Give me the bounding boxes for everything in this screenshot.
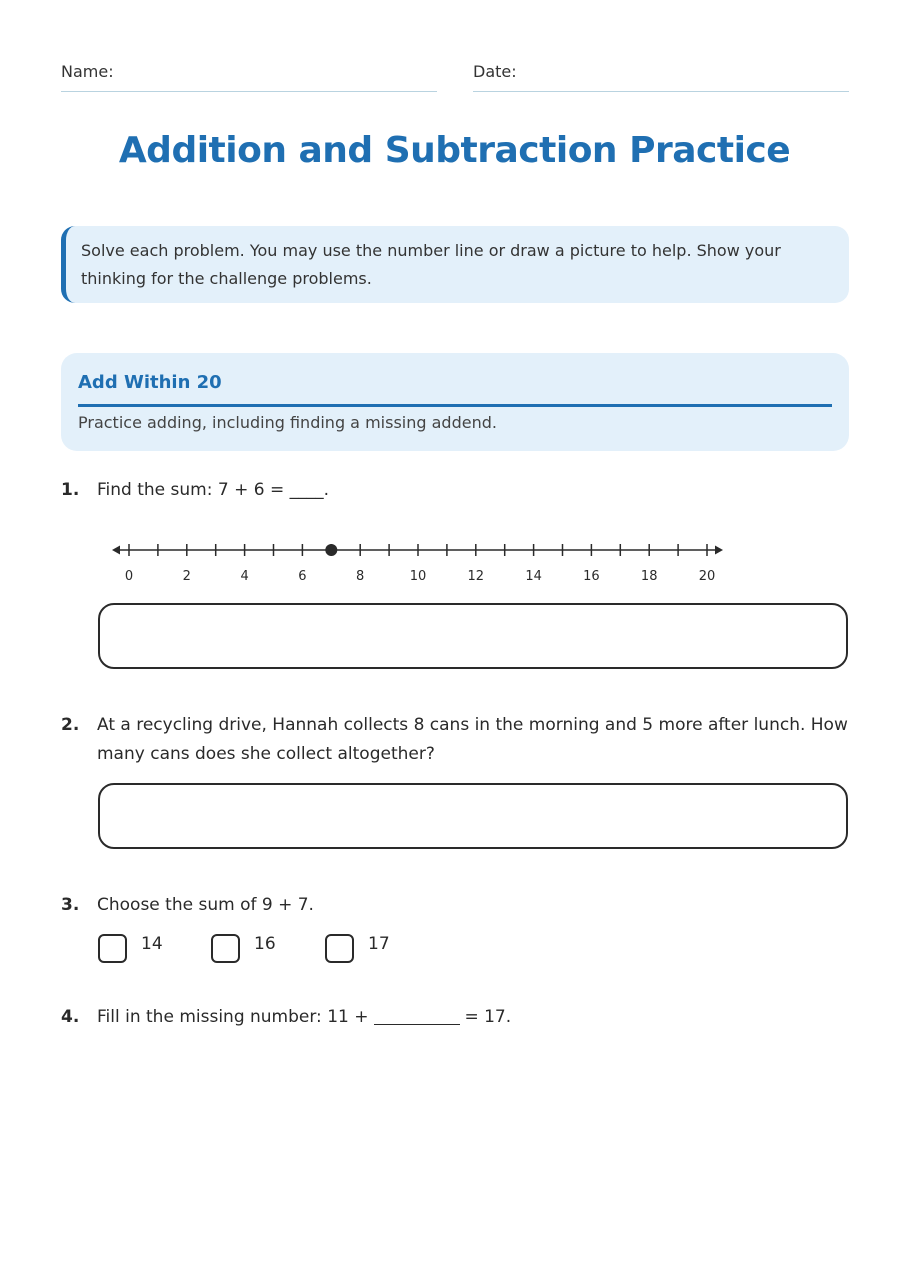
question-number: 4. [61, 1007, 80, 1027]
section-description: Practice adding, including finding a missing addend. [78, 413, 497, 432]
answer-box-1[interactable] [98, 603, 848, 669]
number-line-label: 18 [640, 569, 658, 584]
checkbox[interactable] [211, 934, 240, 963]
section-title: Add Within 20 [78, 372, 222, 393]
question-text: At a recycling drive, Hannah collects 8 cans in the morning and 5 more after lunch. How many cans does she collect altogether? [97, 715, 848, 764]
number-line-label: 20 [698, 569, 716, 584]
choice-label: 16 [254, 934, 276, 954]
section-header [61, 353, 849, 451]
answer-box-2[interactable] [98, 783, 848, 849]
left-arrow-icon [112, 546, 120, 555]
section-underline [78, 404, 832, 407]
choice-label: 14 [141, 934, 163, 954]
date-field[interactable] [473, 62, 849, 81]
question-number: 1. [61, 480, 80, 500]
number-line [100, 535, 740, 590]
missing-number-blank[interactable] [374, 1006, 460, 1025]
number-line-label: 4 [240, 569, 249, 584]
choice-label: 17 [368, 934, 390, 954]
checkbox[interactable] [325, 934, 354, 963]
question-text: Choose the sum of 9 + 7. [97, 895, 314, 915]
name-line [61, 91, 437, 92]
number-line-label: 6 [298, 569, 307, 584]
date-line [473, 91, 849, 92]
number-line-marker [325, 544, 337, 556]
question-number: 3. [61, 895, 80, 915]
number-line-label: 10 [409, 569, 427, 584]
question-text-before: Fill in the missing number: 11 + [97, 1007, 369, 1027]
number-line-label: 2 [182, 569, 191, 584]
number-line-label: 14 [525, 569, 542, 584]
number-line-label: 16 [583, 569, 600, 584]
number-line-label: 8 [356, 569, 365, 584]
question-text: Find the sum: 7 + 6 = ____. [97, 480, 329, 500]
instructions-box [61, 226, 849, 303]
page-title: Addition and Subtraction Practice [118, 130, 791, 171]
number-line-label: 0 [124, 569, 134, 584]
instructions-text: Solve each problem. You may use the number line or draw a picture to help. Show your thinking for the challenge problems. [81, 241, 781, 288]
right-arrow-icon [715, 546, 723, 555]
question-text-after: = 17. [464, 1007, 512, 1027]
name-label: Name: [61, 62, 114, 81]
checkbox[interactable] [98, 934, 127, 963]
date-label: Date: [473, 62, 517, 81]
name-field[interactable] [61, 62, 437, 81]
number-line-label: 12 [467, 569, 485, 584]
question-number: 2. [61, 715, 80, 735]
